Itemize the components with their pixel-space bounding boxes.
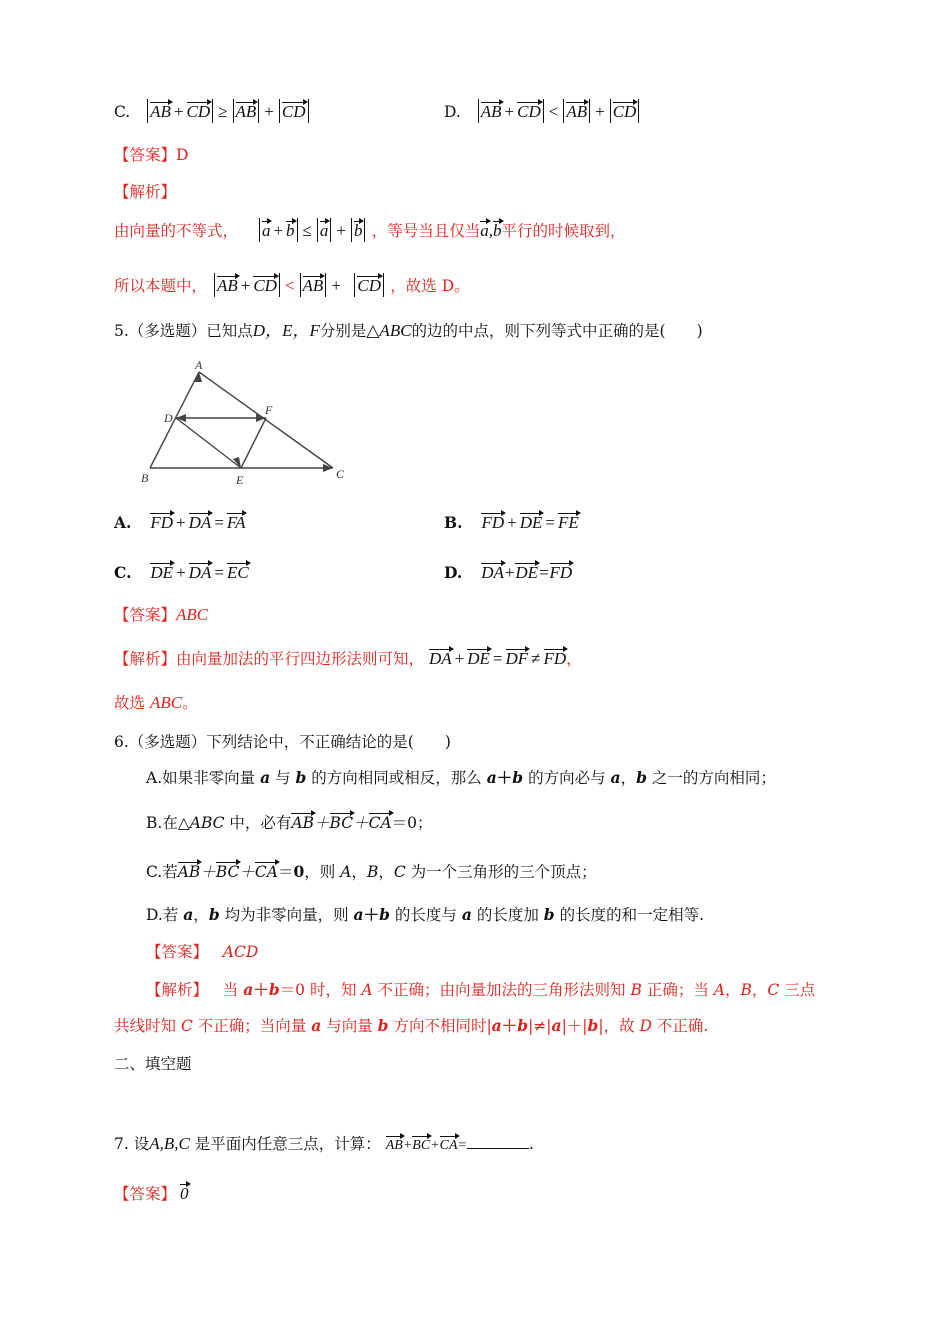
- q6-option-a: A.如果非零向量 a 与 b 的方向相同或相反，那么 a＋b 的方向必与 a，b 之一的方向相同；: [146, 768, 776, 787]
- q7-answer-blank: [467, 1134, 529, 1149]
- q6-stem: 6.（多选题）下列结论中，不正确结论的是( ): [114, 733, 451, 751]
- segment-fe: [241, 418, 266, 468]
- label-f: F: [265, 403, 273, 417]
- q4-analysis-line2: 所以本题中， AB + CD < AB + CD ，故选 D。: [114, 273, 470, 297]
- q5-answer: 【答案】ABC: [114, 605, 209, 624]
- q4-analysis-line1: 由向量的不等式， a + b ≤ a + b ，等号当且仅当a,b平行的时候取到，: [114, 218, 626, 242]
- q5-option-d: D. DA+DE=FD: [444, 563, 573, 582]
- q4-inequality-formula: a + b ≤ a + b: [257, 221, 372, 240]
- q4-option-c-formula: AB + CD ≥ AB + CD: [145, 102, 310, 121]
- q4-conclusion-formula: AB + CD < AB + CD: [212, 276, 390, 295]
- q4-option-c: C. AB + CD ≥ AB + CD: [114, 99, 311, 123]
- label-e: E: [236, 473, 244, 487]
- q6-answer: 【答案】 ACD: [146, 943, 259, 961]
- segment-de: [176, 418, 241, 468]
- label-c: C: [336, 467, 345, 481]
- label-d: D: [164, 411, 173, 425]
- side-ab: [150, 372, 199, 468]
- label-a: A: [195, 360, 203, 372]
- q6-analysis-line2: 共线时知 C 不正确；当向量 a 与向量 b 方向不相同时|a＋b|≠|a|＋|b|，故 D 不正确.: [114, 1016, 709, 1035]
- section-title-fill-in: 二、填空题: [114, 1055, 192, 1073]
- q5-analysis: 【解析】由向量加法的平行四边形法则可知， DA + DE = DF ≠ FD，: [114, 649, 582, 668]
- triangle-figure: [138, 360, 358, 488]
- q5-option-c: C. DE + DA = EC: [114, 563, 249, 582]
- q6-option-c: C.若AB＋BC＋CA＝0，则 A，B，C 为一个三角形的三个顶点；: [146, 862, 597, 881]
- q6-analysis-line1: 【解析】 当 a＋b＝0 时，知 A 不正确；由向量加法的三角形法则知 B 正确；当 A，B，C 三点: [146, 980, 816, 999]
- q5-option-b: B. FD + DE = FE: [444, 513, 579, 532]
- q6-option-b: B.在△ABC 中，必有AB＋BC＋CA＝0；: [146, 814, 433, 832]
- q4-answer: 【答案】D: [114, 146, 189, 164]
- q4-option-d-formula: AB + CD < AB + CD: [476, 102, 642, 121]
- q5-conclusion: 故选 ABC。: [114, 693, 198, 712]
- q5-option-a: A. FD + DA = FA: [114, 513, 246, 532]
- q6-option-d: D.若 a，b 均为非零向量，则 a＋b 的长度与 a 的长度加 b 的长度的和一定相等.: [146, 905, 704, 924]
- q4-option-d: D. AB + CD < AB + CD: [444, 99, 641, 123]
- q7-stem: 7. 设A,B,C 是平面内任意三点，计算： AB+BC+CA= .: [114, 1133, 534, 1157]
- q5-stem: 5.（多选题）已知点D，E，F分别是△ABC的边的中点，则下列等式中正确的是( ): [114, 321, 703, 340]
- q7-answer: 【答案】 0: [114, 1184, 189, 1203]
- q4-analysis-tag: 【解析】: [114, 183, 177, 201]
- label-b: B: [141, 471, 149, 485]
- side-ac: [199, 372, 333, 468]
